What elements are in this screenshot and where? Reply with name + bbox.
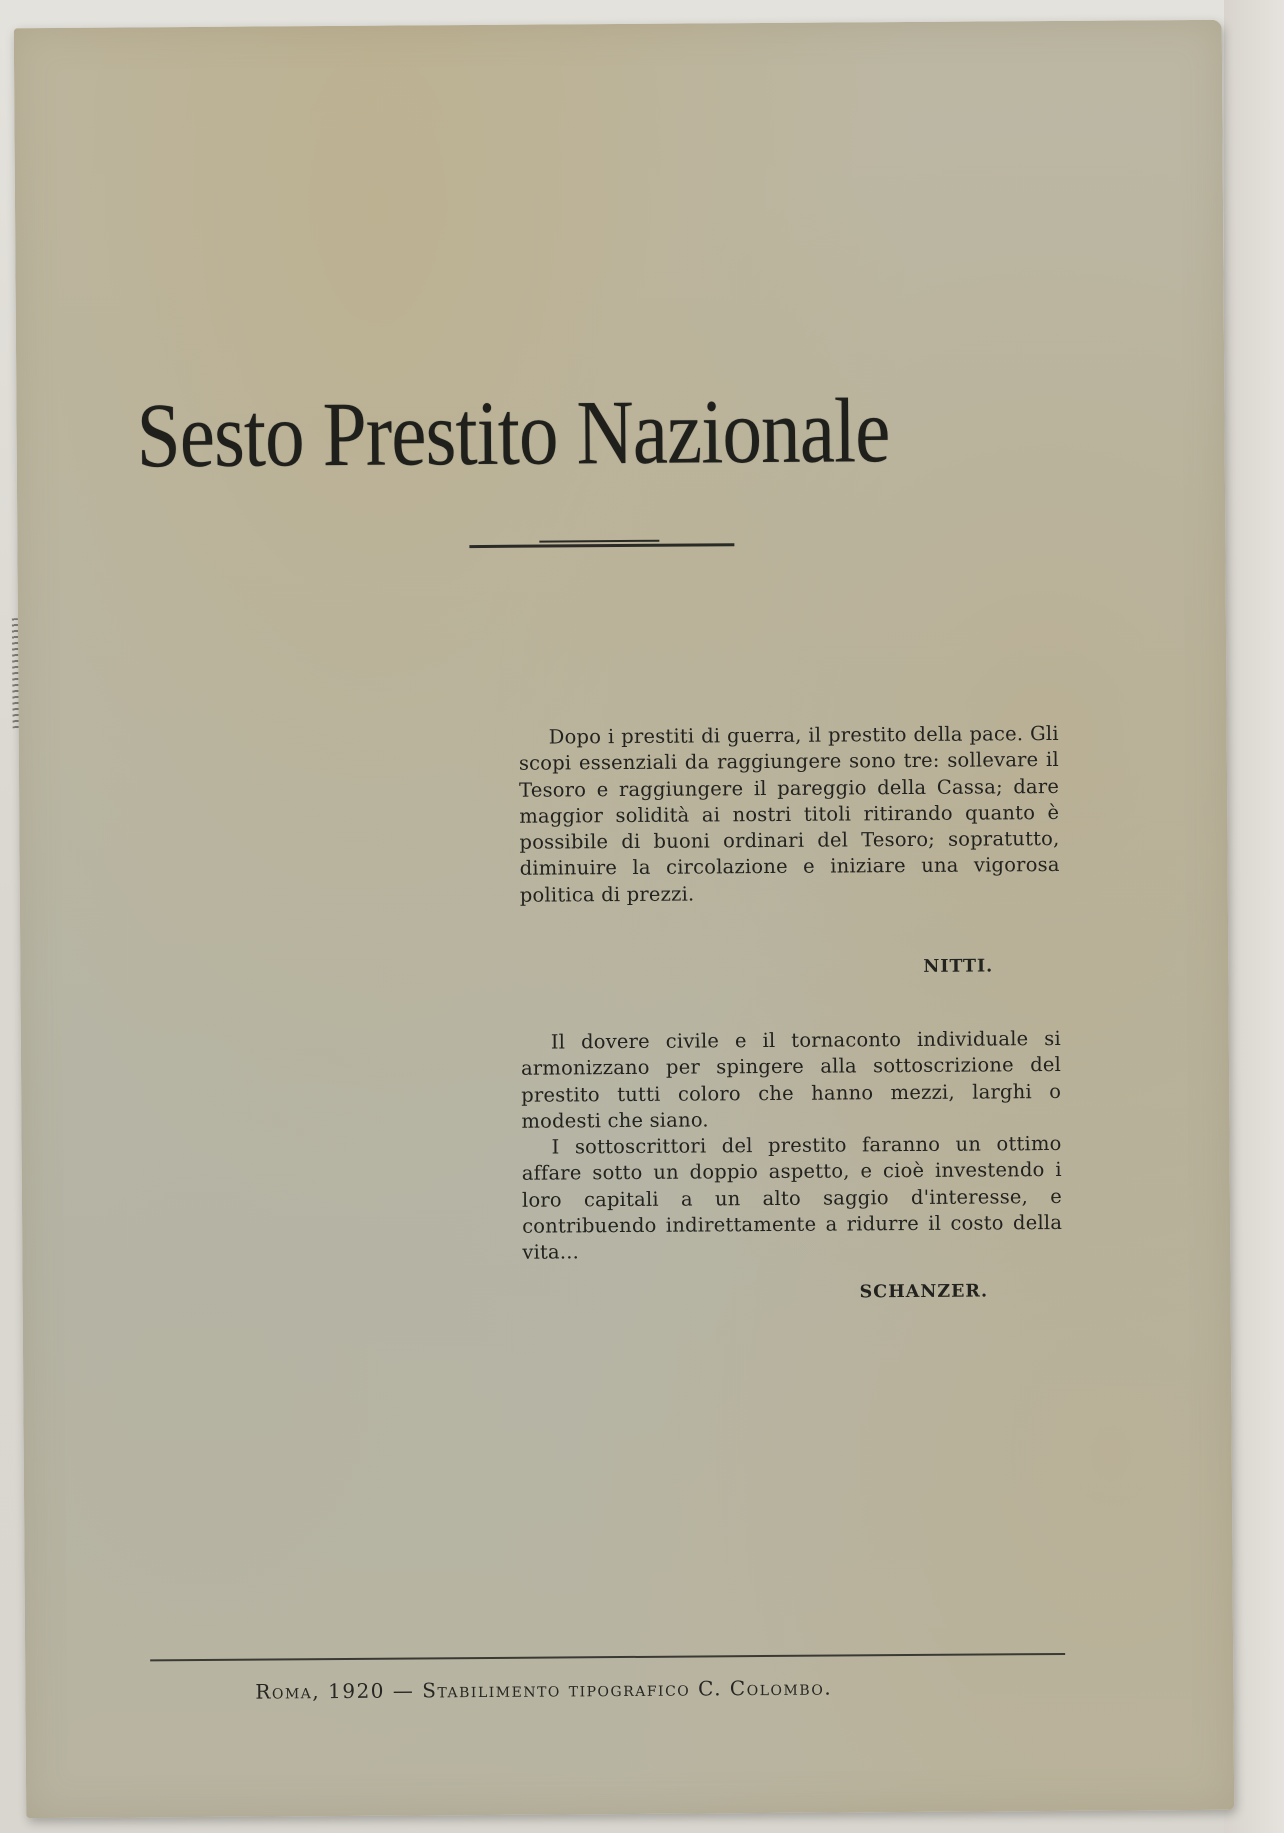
quote-author-schanzer: SCHANZER. (859, 1281, 989, 1303)
quote-paragraph: I sottoscrittori del prestito faranno un ottimo affare sotto un doppio aspetto, e cioè investendo i loro capitali a un alto saggio d'interesse, e contribuendo indirettamente a ridurre il costo della vita... (521, 1132, 1063, 1265)
quote-nitti (519, 721, 1060, 909)
imprint-footer: Roma, 1920 — Stabilimento tipografico C. Colombo. (255, 1675, 833, 1704)
background (1224, 0, 1284, 1833)
title-divider (469, 543, 734, 548)
quote-paragraph: Il dovere civile e il tornaconto individuale si armonizzano per spingere alla sottoscrizione del prestito tutti coloro che hanno mezzi, larghi o modesti che siano. (520, 1026, 1062, 1133)
spine-binding (12, 618, 19, 728)
quote-schanzer (521, 1026, 1063, 1266)
document-page (14, 20, 1234, 1818)
document-title: Sesto Prestito Nazionale (136, 379, 890, 487)
quote-author-nitti: NITTI. (923, 956, 994, 977)
quote-paragraph: Dopo i prestiti di guerra, il prestito della pace. Gli scopi essenziali da raggiungere sono tre: sollevare il Tesoro e raggiungere il pareggio della Cassa; dare maggior solidità ai nostri titoli ritirando quanto è possibile di buoni ordinari del Tesoro; sopratutto, diminuire la circolazione e iniziare una vigorosa politica di prezzi. (518, 721, 1060, 907)
footer-divider (150, 1653, 1065, 1661)
